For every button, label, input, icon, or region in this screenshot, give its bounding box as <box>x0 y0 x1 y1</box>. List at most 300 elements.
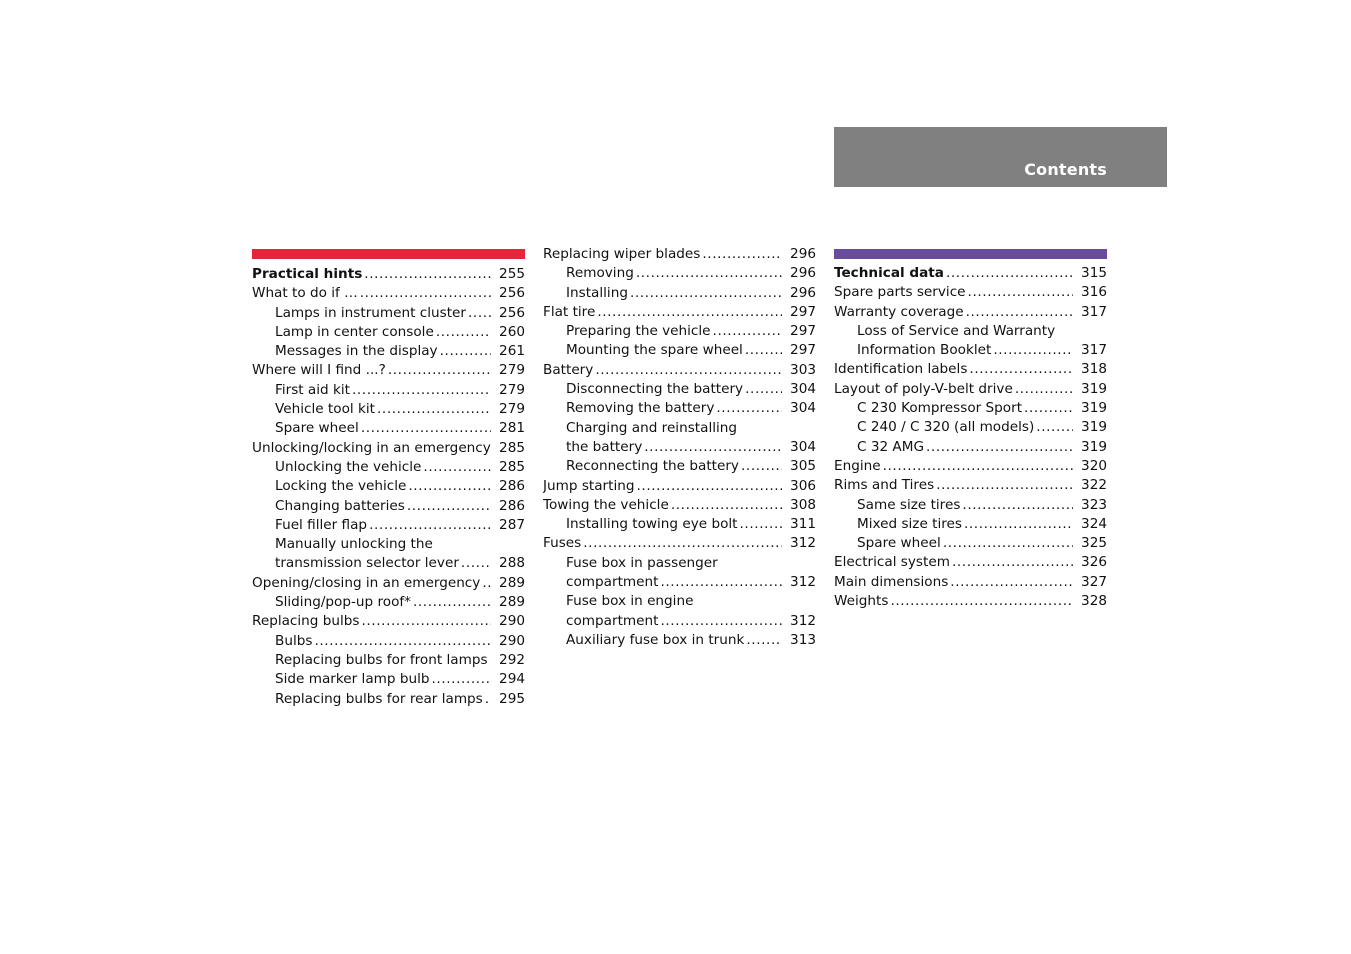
toc-entry-page: 312 <box>790 574 816 591</box>
toc-entry-label-wrap <box>543 496 782 515</box>
toc-entry-label: compartment <box>566 573 660 592</box>
toc-entry-label: the battery <box>566 438 644 457</box>
toc-entry-page: 297 <box>790 323 816 340</box>
toc-entry-label: Fuses <box>543 534 583 553</box>
toc-entry-label-wrap <box>252 651 491 670</box>
dot-leader <box>993 341 1073 360</box>
toc-entry-label: Where will I find ...? <box>252 361 388 380</box>
toc-entry-page: 320 <box>1081 457 1107 474</box>
toc-entry-label-wrap <box>252 535 491 554</box>
toc-entry-label-wrap <box>543 631 782 650</box>
toc-entry-label: Rims and Tires <box>834 476 936 495</box>
dot-leader <box>485 690 491 709</box>
toc-entry[interactable] <box>543 457 816 476</box>
toc-entry[interactable] <box>252 361 525 380</box>
toc-entry-page: 296 <box>790 265 816 282</box>
toc-entry[interactable] <box>543 341 816 360</box>
toc-entry-page: 290 <box>499 632 525 649</box>
toc-entry[interactable] <box>543 496 816 515</box>
toc-entry[interactable] <box>252 458 525 477</box>
toc-entry-label: Installing towing eye bolt <box>566 515 740 534</box>
toc-entry-label-wrap <box>834 592 1073 611</box>
dot-leader <box>636 264 782 283</box>
toc-entry-page: 285 <box>499 458 525 475</box>
toc-entry-label-wrap <box>834 380 1073 399</box>
toc-entry[interactable] <box>543 380 816 399</box>
toc-entry-label-wrap <box>543 303 782 322</box>
dot-leader <box>314 632 491 651</box>
toc-entry-page: 297 <box>790 342 816 359</box>
toc-entry-label: Lamps in instrument cluster <box>275 304 468 323</box>
toc-entry-label: Unlocking the vehicle <box>275 458 423 477</box>
toc-list-2 <box>543 245 816 650</box>
toc-entry[interactable] <box>543 438 816 457</box>
toc-entry-label-wrap <box>834 283 1073 302</box>
toc-entry-label: Fuse box in engine <box>566 592 695 611</box>
toc-entry[interactable] <box>543 573 816 592</box>
toc-entry[interactable] <box>252 690 525 709</box>
toc-entry-label-wrap <box>543 361 782 380</box>
toc-entry-page: 313 <box>790 631 816 648</box>
toc-entry[interactable] <box>543 419 816 438</box>
dot-leader <box>361 419 491 438</box>
toc-entry-label: Side marker lamp bulb <box>275 670 432 689</box>
toc-entry[interactable] <box>543 399 816 418</box>
toc-entry-label-wrap <box>252 516 491 535</box>
dot-leader <box>660 612 782 631</box>
toc-entry-page: 305 <box>790 458 816 475</box>
toc-entry[interactable] <box>252 554 525 573</box>
toc-entry-label-wrap <box>543 341 782 360</box>
toc-entry[interactable] <box>543 245 816 264</box>
dot-leader <box>388 361 491 380</box>
toc-entry[interactable] <box>834 592 1107 611</box>
toc-entry-page: 304 <box>790 381 816 398</box>
dot-leader <box>413 593 491 612</box>
dot-leader <box>408 477 491 496</box>
toc-entry-page: 296 <box>790 246 816 262</box>
dot-leader <box>969 360 1073 379</box>
toc-entry[interactable] <box>834 303 1107 322</box>
dot-leader <box>630 284 782 303</box>
dot-leader <box>745 341 782 360</box>
toc-entry-page: 290 <box>499 613 525 630</box>
toc-entry-label-wrap <box>543 573 782 592</box>
toc-entry-label: Replacing bulbs for front lamps <box>275 651 490 670</box>
toc-entry-label-wrap <box>543 322 782 341</box>
toc-entry-label: Installing <box>566 284 630 303</box>
dot-leader <box>377 400 491 419</box>
toc-entry-label: Fuel filler flap <box>275 516 369 535</box>
toc-entry-label-wrap <box>252 400 491 419</box>
toc-entry-page: 286 <box>499 478 525 495</box>
toc-entry[interactable] <box>543 631 816 650</box>
toc-entry-page: 315 <box>1081 265 1107 281</box>
toc-entry[interactable] <box>252 497 525 516</box>
toc-entry[interactable] <box>834 438 1107 457</box>
toc-entry-label-wrap <box>543 284 782 303</box>
toc-entry-page: 306 <box>790 477 816 494</box>
toc-entry[interactable] <box>252 593 525 612</box>
toc-entry-label: Spare parts service <box>834 283 968 302</box>
toc-entry[interactable] <box>834 264 1107 283</box>
toc-entry-label-wrap <box>252 593 491 612</box>
toc-entry-label-wrap <box>834 438 1073 457</box>
toc-entry-label-wrap <box>252 497 491 516</box>
toc-entry-page: 318 <box>1081 361 1107 378</box>
toc-entry-page: 311 <box>790 516 816 533</box>
dot-leader <box>964 515 1073 534</box>
toc-entry[interactable] <box>252 419 525 438</box>
toc-entry[interactable] <box>834 322 1107 341</box>
toc-entry-label-wrap <box>834 360 1073 379</box>
toc-entry[interactable] <box>834 341 1107 360</box>
dot-leader <box>1057 322 1073 341</box>
dot-leader <box>361 612 491 631</box>
toc-entry-label-wrap <box>834 457 1073 476</box>
dot-leader <box>597 303 782 322</box>
dot-leader <box>745 380 782 399</box>
toc-entry-page: 327 <box>1081 573 1107 590</box>
toc-entry-label-wrap <box>252 458 491 477</box>
toc-entry-label: Replacing bulbs <box>252 612 361 631</box>
dot-leader <box>583 534 782 553</box>
toc-entry-label-wrap <box>543 592 782 611</box>
toc-entry[interactable] <box>834 380 1107 399</box>
dot-leader <box>740 515 782 534</box>
toc-entry-label: Main dimensions <box>834 573 950 592</box>
toc-entry-page: 294 <box>499 671 525 688</box>
toc-entry[interactable] <box>252 284 525 303</box>
toc-entry-page: 308 <box>790 496 816 513</box>
toc-entry-page: 292 <box>499 651 525 668</box>
toc-entry[interactable] <box>252 265 525 284</box>
toc-entry[interactable] <box>252 323 525 342</box>
toc-entry-page: 319 <box>1081 400 1107 417</box>
toc-entry-label: Auxiliary fuse box in trunk <box>566 631 746 650</box>
toc-entry-label-wrap <box>543 438 782 457</box>
toc-entry-label-wrap <box>834 496 1073 515</box>
dot-leader <box>720 554 782 573</box>
toc-entry-label: Mounting the spare wheel <box>566 341 745 360</box>
toc-entry-label-wrap <box>252 304 491 323</box>
dot-leader <box>671 496 782 515</box>
dot-leader <box>423 458 491 477</box>
toc-entry-label: transmission selector lever <box>275 554 461 573</box>
toc-entry-label: Removing the battery <box>566 399 716 418</box>
section-bar-practical-hints <box>252 249 525 260</box>
toc-entry-label-wrap <box>252 670 491 689</box>
toc-entry-label: Jump starting <box>543 477 637 496</box>
toc-entry-label: Disconnecting the battery <box>566 380 745 399</box>
toc-entry[interactable] <box>252 632 525 651</box>
dot-leader <box>364 265 491 284</box>
toc-entry-label: Bulbs <box>275 632 314 651</box>
toc-entry-page: 260 <box>499 323 525 340</box>
toc-entry[interactable] <box>252 381 525 400</box>
toc-entry-page: 289 <box>499 594 525 611</box>
toc-entry[interactable] <box>834 573 1107 592</box>
toc-entry-label: Sliding/pop-up roof* <box>275 593 413 612</box>
toc-entry-label-wrap <box>252 690 491 709</box>
toc-entry[interactable] <box>834 457 1107 476</box>
dot-leader <box>637 477 783 496</box>
toc-entry-label-wrap <box>252 477 491 496</box>
dot-leader <box>926 438 1073 457</box>
toc-entry[interactable] <box>252 400 525 419</box>
toc-column-1 <box>252 249 525 709</box>
toc-entry-label-wrap <box>543 380 782 399</box>
toc-entry-label: Loss of Service and Warranty <box>857 322 1057 341</box>
toc-entry-label: Mixed size tires <box>857 515 964 534</box>
toc-entry[interactable] <box>834 496 1107 515</box>
dot-leader <box>595 361 782 380</box>
dot-leader <box>739 419 782 438</box>
toc-entry-label-wrap <box>834 534 1073 553</box>
dot-leader <box>468 304 491 323</box>
toc-entry[interactable] <box>252 304 525 323</box>
toc-entry-label: Replacing wiper blades <box>543 245 702 264</box>
toc-entry-label-wrap <box>834 341 1073 360</box>
toc-entry-label-wrap <box>252 612 491 631</box>
toc-column-2 <box>543 245 816 650</box>
toc-entry-page: 325 <box>1081 535 1107 552</box>
toc-entry-label-wrap <box>252 361 491 380</box>
toc-entry-label: Engine <box>834 457 883 476</box>
toc-entry-label-wrap <box>543 264 782 283</box>
dot-leader <box>436 323 491 342</box>
dot-leader <box>1024 399 1073 418</box>
dot-leader <box>746 631 782 650</box>
toc-entry-page: 319 <box>1081 380 1107 397</box>
dot-leader <box>890 592 1073 611</box>
toc-entry-label-wrap <box>834 573 1073 592</box>
toc-entry-label: Weights <box>834 592 890 611</box>
contents-header <box>834 127 1167 187</box>
toc-entry-page: 285 <box>499 439 525 456</box>
toc-entry-page: 281 <box>499 420 525 437</box>
toc-entry-label: Opening/closing in an emergency <box>252 574 482 593</box>
toc-entry-label: First aid kit <box>275 381 352 400</box>
toc-entry[interactable] <box>252 516 525 535</box>
toc-entry-label-wrap <box>543 612 782 631</box>
toc-entry-page: 316 <box>1081 284 1107 301</box>
toc-entry-page: 304 <box>790 438 816 455</box>
toc-entry-label: Locking the vehicle <box>275 477 408 496</box>
toc-entry-label: Messages in the display <box>275 342 440 361</box>
dot-leader <box>952 553 1073 572</box>
toc-entry-label-wrap <box>252 419 491 438</box>
dot-leader <box>943 534 1073 553</box>
toc-entry[interactable] <box>252 477 525 496</box>
toc-entry-label: Charging and reinstalling <box>566 419 739 438</box>
toc-entry-page: 326 <box>1081 554 1107 571</box>
toc-entry[interactable] <box>834 515 1107 534</box>
dot-leader <box>482 574 491 593</box>
toc-entry-label: Removing <box>566 264 636 283</box>
dot-leader <box>440 342 491 361</box>
toc-entry-label-wrap <box>252 632 491 651</box>
toc-entry-label-wrap <box>834 418 1073 437</box>
toc-entry-label: Layout of poly-V-belt drive <box>834 380 1015 399</box>
toc-entry-label: Fuse box in passenger <box>566 554 720 573</box>
toc-entry-page: 304 <box>790 400 816 417</box>
toc-entry[interactable] <box>543 592 816 611</box>
toc-entry[interactable] <box>543 264 816 283</box>
toc-entry-label: Technical data <box>834 264 946 283</box>
toc-entry-label-wrap <box>252 342 491 361</box>
toc-entry-label-wrap <box>252 574 491 593</box>
toc-entry-label: Lamp in center console <box>275 323 436 342</box>
toc-entry-label-wrap <box>543 457 782 476</box>
toc-entry-label-wrap <box>834 303 1073 322</box>
toc-entry-page: 255 <box>499 266 525 282</box>
toc-entry[interactable] <box>834 534 1107 553</box>
dot-leader <box>741 457 782 476</box>
toc-entry-page: 256 <box>499 285 525 302</box>
toc-entry[interactable] <box>543 515 816 534</box>
toc-entry-page: 317 <box>1081 342 1107 359</box>
dot-leader <box>369 516 491 535</box>
dot-leader <box>962 496 1073 515</box>
dot-leader <box>435 535 491 554</box>
toc-entry-label: Replacing bulbs for rear lamps <box>275 690 485 709</box>
toc-entry-label: Electrical system <box>834 553 952 572</box>
toc-entry-label-wrap <box>543 515 782 534</box>
toc-entry[interactable] <box>834 360 1107 379</box>
toc-entry-label-wrap <box>252 439 491 458</box>
section-bar-technical-data <box>834 249 1107 259</box>
dot-leader <box>950 573 1073 592</box>
toc-entry-label-wrap <box>834 553 1073 572</box>
toc-entry-label-wrap <box>834 476 1073 495</box>
toc-entry[interactable] <box>252 439 525 458</box>
toc-entry[interactable] <box>252 342 525 361</box>
toc-entry[interactable] <box>543 303 816 322</box>
toc-entry-page: 319 <box>1081 419 1107 436</box>
toc-entry-label: Changing batteries <box>275 497 407 516</box>
toc-entry-label-wrap <box>543 245 782 264</box>
toc-entry-label-wrap <box>543 534 782 553</box>
toc-entry-page: 312 <box>790 535 816 552</box>
toc-entry-label-wrap <box>834 515 1073 534</box>
toc-entry-label-wrap <box>252 554 491 573</box>
toc-entry-label-wrap <box>834 264 1073 283</box>
dot-leader <box>1015 380 1073 399</box>
toc-entry-label-wrap <box>543 554 782 573</box>
toc-entry-page: 328 <box>1081 593 1107 610</box>
toc-entry-label: Reconnecting the battery <box>566 457 741 476</box>
toc-entry-label: Identification labels <box>834 360 969 379</box>
toc-entry-page: 324 <box>1081 515 1107 532</box>
toc-entry[interactable] <box>834 399 1107 418</box>
toc-entry[interactable] <box>543 534 816 553</box>
dot-leader <box>936 476 1073 495</box>
toc-entry-label-wrap <box>252 381 491 400</box>
toc-entry-label: Practical hints <box>252 265 364 284</box>
dot-leader <box>490 651 491 670</box>
toc-entry-label: Information Booklet <box>857 341 993 360</box>
toc-entry[interactable] <box>543 284 816 303</box>
toc-entry-label-wrap <box>543 419 782 438</box>
dot-leader <box>946 264 1073 283</box>
toc-entry-label: What to do if … <box>252 284 360 303</box>
toc-entry[interactable] <box>543 554 816 573</box>
toc-entry-page: 279 <box>499 401 525 418</box>
toc-entry-label-wrap <box>834 322 1073 341</box>
toc-entry[interactable] <box>543 361 816 380</box>
toc-entry-page: 289 <box>499 574 525 591</box>
toc-entry-label: compartment <box>566 612 660 631</box>
toc-column-3 <box>834 249 1107 611</box>
toc-entry-label: Spare wheel <box>857 534 943 553</box>
dot-leader <box>883 457 1073 476</box>
toc-entry[interactable] <box>252 535 525 554</box>
toc-entry-label-wrap <box>252 265 491 284</box>
toc-entry-label: Manually unlocking the <box>275 535 435 554</box>
dot-leader <box>432 670 492 689</box>
dot-leader <box>968 283 1073 302</box>
toc-entry-label: Flat tire <box>543 303 597 322</box>
dot-leader <box>716 399 782 418</box>
toc-entry-page: 295 <box>499 690 525 707</box>
toc-entry[interactable] <box>834 418 1107 437</box>
toc-entry[interactable] <box>252 651 525 670</box>
toc-entry-page: 296 <box>790 284 816 301</box>
toc-entry-page: 256 <box>499 304 525 321</box>
toc-entry-page: 312 <box>790 612 816 629</box>
toc-list-3 <box>834 264 1107 611</box>
toc-entry[interactable] <box>543 322 816 341</box>
dot-leader <box>644 438 782 457</box>
toc-entry-page: 323 <box>1081 496 1107 513</box>
toc-entry-page: 261 <box>499 343 525 360</box>
toc-entry-label: Towing the vehicle <box>543 496 671 515</box>
toc-entry[interactable] <box>252 612 525 631</box>
toc-entry[interactable] <box>834 476 1107 495</box>
toc-entry-label: C 32 AMG <box>857 438 926 457</box>
toc-entry-label: Preparing the vehicle <box>566 322 713 341</box>
dot-leader <box>1036 418 1073 437</box>
toc-entry-page: 279 <box>499 362 525 379</box>
toc-entry-page: 319 <box>1081 438 1107 455</box>
contents-title: Contents <box>1024 160 1107 179</box>
toc-entry[interactable] <box>834 553 1107 572</box>
toc-entry[interactable] <box>252 574 525 593</box>
toc-entry-page: 287 <box>499 516 525 533</box>
toc-entry[interactable] <box>252 670 525 689</box>
toc-entry-label-wrap <box>252 284 491 303</box>
dot-leader <box>660 573 782 592</box>
toc-entry-label: Unlocking/locking in an emergency <box>252 439 491 458</box>
dot-leader <box>966 303 1073 322</box>
toc-entry[interactable] <box>543 612 816 631</box>
toc-entry-page: 322 <box>1081 477 1107 494</box>
toc-entry-label: C 240 / C 320 (all models) <box>857 418 1036 437</box>
dot-leader <box>713 322 782 341</box>
toc-entry-label: Warranty coverage <box>834 303 966 322</box>
toc-entry-label: Battery <box>543 361 595 380</box>
toc-entry-page: 303 <box>790 361 816 378</box>
toc-entry-page: 288 <box>499 555 525 572</box>
toc-list-1 <box>252 265 525 709</box>
toc-entry-label-wrap <box>252 323 491 342</box>
dot-leader <box>360 284 491 303</box>
toc-entry[interactable] <box>543 477 816 496</box>
toc-entry-label-wrap <box>834 399 1073 418</box>
dot-leader <box>702 245 782 264</box>
toc-entry[interactable] <box>834 283 1107 302</box>
